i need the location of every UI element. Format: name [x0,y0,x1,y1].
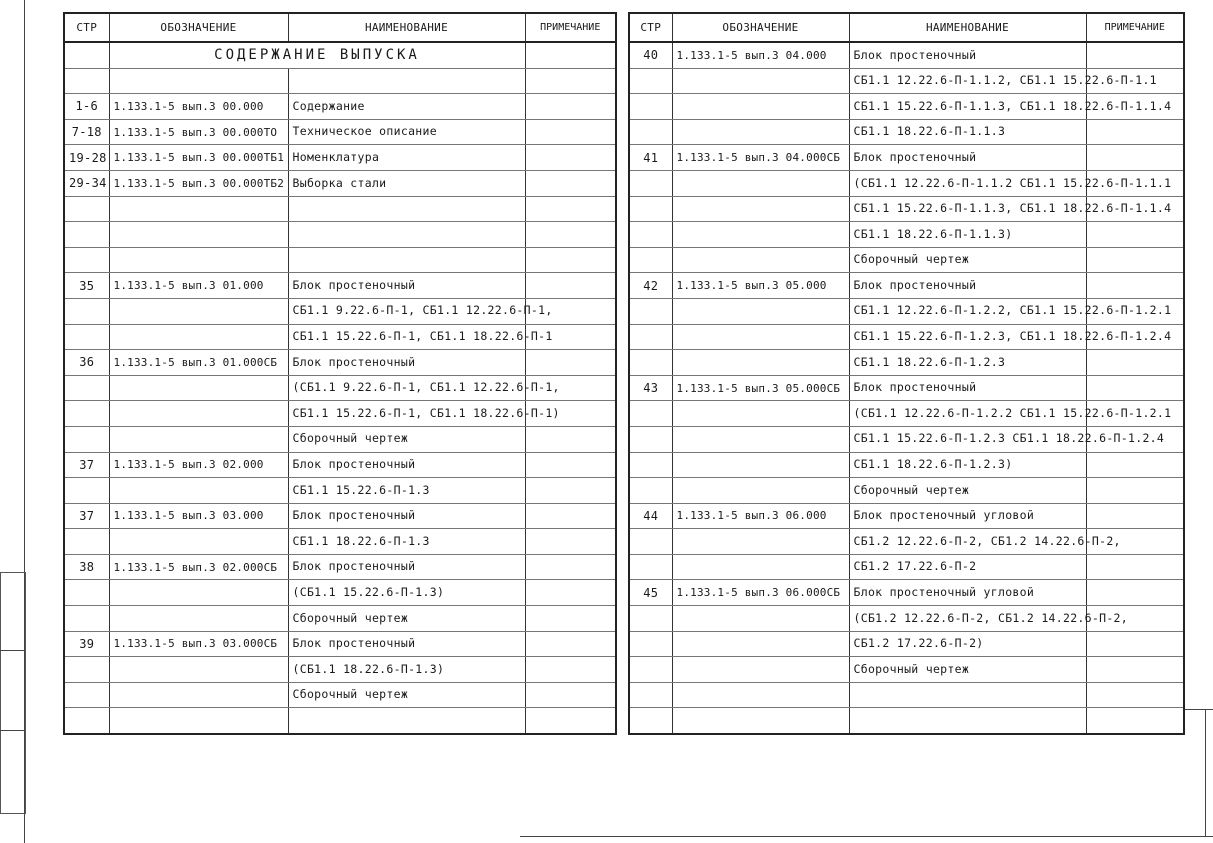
left-rows [64,42,616,734]
bottom-frame-line [520,836,1213,837]
name-cell: Сборочный чертеж [288,606,525,632]
page-cell [64,682,109,708]
page-cell [629,529,672,555]
note-cell [1086,375,1184,401]
page-cell [629,554,672,580]
table-row [629,324,1184,350]
page-cell [629,478,672,504]
page-cell [64,222,109,248]
designation-cell [672,708,849,734]
header-designation: ОБОЗНАЧЕНИЕ [109,13,288,42]
table-row [629,580,1184,606]
table-row [629,196,1184,222]
page-cell [64,657,109,683]
note-cell [525,94,616,120]
designation-cell [109,324,288,350]
page-cell: 44 [629,503,672,529]
name-cell: СБ1.1 12.22.6-П-1.1.2, СБ1.1 15.22.6-П-1.1 [849,68,1086,94]
note-cell [525,606,616,632]
name-cell: СБ1.1 15.22.6-П-1.1.3, СБ1.1 18.22.6-П-1.1.4 [849,196,1086,222]
page-cell: 35 [64,273,109,299]
page-cell: 45 [629,580,672,606]
page-cell: 43 [629,375,672,401]
table-row [629,478,1184,504]
name-cell: СБ1.1 18.22.6-П-1.1.3 [849,119,1086,145]
page-cell [629,196,672,222]
note-cell [1086,503,1184,529]
name-cell: Блок простеночный [288,452,525,478]
name-cell: (СБ1.1 18.22.6-П-1.3) [288,657,525,683]
page-cell: 38 [64,554,109,580]
name-cell: Блок простеночный [288,554,525,580]
table-row [629,529,1184,555]
note-cell [525,452,616,478]
name-cell [288,196,525,222]
note-cell [1086,657,1184,683]
page-cell: 37 [64,452,109,478]
designation-cell [672,119,849,145]
table-row [629,401,1184,427]
header-note: ПРИМЕЧАНИЕ [1086,13,1184,42]
table-row [629,170,1184,196]
page-cell [64,324,109,350]
designation-cell: 1.133.1-5 вып.3 04.000 [672,42,849,68]
table-row [629,222,1184,248]
designation-cell [672,196,849,222]
name-cell: СБ1.1 18.22.6-П-1.3 [288,529,525,555]
designation-cell [109,247,288,273]
page-cell: 29-34 [64,170,109,196]
designation-cell [109,298,288,324]
name-cell: Блок простеночный [849,375,1086,401]
stamp-divider [0,730,24,731]
header-page: СТР [629,13,672,42]
note-cell [525,145,616,171]
name-cell: Номенклатура [288,145,525,171]
name-cell: СБ1.1 9.22.6-П-1, СБ1.1 12.22.6-П-1, [288,298,525,324]
table-row [64,145,616,171]
stamp-divider [0,650,24,651]
name-cell: СБ1.1 18.22.6-П-1.1.3) [849,222,1086,248]
page-cell [629,708,672,734]
note-cell [1086,478,1184,504]
designation-cell: 1.133.1-5 вып.3 00.000 [109,94,288,120]
name-cell: Блок простеночный [288,273,525,299]
designation-cell [109,580,288,606]
name-cell: Сборочный чертеж [288,682,525,708]
designation-cell: 1.133.1-5 вып.3 03.000СБ [109,631,288,657]
name-cell: Блок простеночный [849,145,1086,171]
name-cell: Блок простеночный угловой [849,580,1086,606]
right-rows [629,42,1184,734]
name-cell: Техническое описание [288,119,525,145]
page-cell [629,426,672,452]
designation-cell [672,247,849,273]
table-row [629,375,1184,401]
designation-cell [672,426,849,452]
name-cell: Блок простеночный [288,503,525,529]
page-cell [64,68,109,94]
table-row [64,401,616,427]
designation-cell: 1.133.1-5 вып.3 05.000СБ [672,375,849,401]
header-row [629,13,1184,42]
name-cell: СБ1.2 12.22.6-П-2, СБ1.2 14.22.6-П-2, [849,529,1086,555]
table-row [64,350,616,376]
name-cell: СБ1.1 15.22.6-П-1, СБ1.1 18.22.6-П-1) [288,401,525,427]
note-cell [1086,222,1184,248]
designation-cell [672,350,849,376]
name-cell: СБ1.1 18.22.6-П-1.2.3) [849,452,1086,478]
designation-cell [672,452,849,478]
contents-table-right [628,12,1185,735]
table-row [64,478,616,504]
table-row [64,708,616,734]
table-row [629,606,1184,632]
table-row [629,94,1184,120]
designation-cell [672,682,849,708]
designation-cell [672,68,849,94]
note-cell [1086,580,1184,606]
note-cell [1086,42,1184,68]
contents-title: СОДЕРЖАНИЕ ВЫПУСКА [109,42,525,68]
binding-stamp [0,572,26,814]
designation-cell [672,298,849,324]
name-cell: (СБ1.1 9.22.6-П-1, СБ1.1 12.22.6-П-1, [288,375,525,401]
designation-cell: 1.133.1-5 вып.3 02.000 [109,452,288,478]
name-cell [288,247,525,273]
note-cell [525,350,616,376]
name-cell [288,708,525,734]
right-frame-line [1205,710,1206,836]
page-cell [64,196,109,222]
designation-cell: 1.133.1-5 вып.3 03.000 [109,503,288,529]
name-cell: СБ1.1 12.22.6-П-1.2.2, СБ1.1 15.22.6-П-1.2.1 [849,298,1086,324]
table-row [629,452,1184,478]
page-cell [629,401,672,427]
designation-cell [109,529,288,555]
note-cell [525,196,616,222]
page-cell [629,631,672,657]
note-cell [1086,708,1184,734]
name-cell: СБ1.1 15.22.6-П-1.2.3, СБ1.1 18.22.6-П-1.2.4 [849,324,1086,350]
note-cell [525,503,616,529]
name-cell [849,708,1086,734]
page-cell [64,606,109,632]
name-cell: Сборочный чертеж [849,247,1086,273]
designation-cell [109,682,288,708]
page-cell [629,68,672,94]
designation-cell [109,708,288,734]
page-cell [629,452,672,478]
header-name: НАИМЕНОВАНИЕ [849,13,1086,42]
note-cell [1086,145,1184,171]
designation-cell: 1.133.1-5 вып.3 06.000СБ [672,580,849,606]
note-cell [525,708,616,734]
designation-cell [672,222,849,248]
table-row [629,682,1184,708]
page-cell [629,119,672,145]
page-cell [629,222,672,248]
table-row [64,68,616,94]
page-cell [64,426,109,452]
note-cell [525,580,616,606]
table-row [629,657,1184,683]
name-cell: Сборочный чертеж [849,657,1086,683]
table-row [629,503,1184,529]
designation-cell: 1.133.1-5 вып.3 00.000ТО [109,119,288,145]
page-cell: 39 [64,631,109,657]
table-row [64,324,616,350]
table-row [64,529,616,555]
designation-cell [672,606,849,632]
name-cell: Блок простеночный [849,42,1086,68]
note-cell [525,478,616,504]
table-row [64,682,616,708]
designation-cell [672,94,849,120]
name-cell: Блок простеночный [288,631,525,657]
page-cell [629,247,672,273]
note-cell [525,529,616,555]
table-row [64,170,616,196]
page-cell [629,682,672,708]
page-cell [629,170,672,196]
table-row [64,580,616,606]
designation-cell [672,324,849,350]
note-cell [1086,350,1184,376]
note-cell [525,657,616,683]
note-cell [525,68,616,94]
name-cell: (СБ1.1 12.22.6-П-1.2.2 СБ1.1 15.22.6-П-1.2.1 [849,401,1086,427]
note-cell [1086,119,1184,145]
designation-cell [672,657,849,683]
name-cell: Сборочный чертеж [288,426,525,452]
table-row [64,222,616,248]
name-cell: Блок простеночный [288,350,525,376]
page-cell [64,247,109,273]
page-cell [64,529,109,555]
designation-cell [672,631,849,657]
contents-table-left [63,12,617,735]
table-row [629,631,1184,657]
name-cell [288,222,525,248]
table-row [64,606,616,632]
designation-cell: 1.133.1-5 вып.3 00.000ТБ2 [109,170,288,196]
table-row [629,42,1184,68]
table-row [64,273,616,299]
header-row [64,13,616,42]
designation-cell [109,606,288,632]
page-cell: 7-18 [64,119,109,145]
page-cell [629,350,672,376]
name-cell: Сборочный чертеж [849,478,1086,504]
name-cell: СБ1.1 15.22.6-П-1.1.3, СБ1.1 18.22.6-П-1.1.4 [849,94,1086,120]
name-cell: СБ1.2 17.22.6-П-2 [849,554,1086,580]
name-cell [288,68,525,94]
table-row [64,119,616,145]
designation-cell [109,68,288,94]
designation-cell [109,426,288,452]
right-frame-rule [1183,709,1213,710]
name-cell: СБ1.1 15.22.6-П-1, СБ1.1 18.22.6-П-1 [288,324,525,350]
note-cell [525,119,616,145]
header-note: ПРИМЕЧАНИЕ [525,13,616,42]
note-cell [525,554,616,580]
page-cell [629,606,672,632]
table-row [64,657,616,683]
name-cell: Содержание [288,94,525,120]
table-row [629,247,1184,273]
designation-cell: 1.133.1-5 вып.3 01.000СБ [109,350,288,376]
table-row [629,68,1184,94]
page-cell [629,94,672,120]
page-cell [629,298,672,324]
designation-cell: 1.133.1-5 вып.3 06.000 [672,503,849,529]
table-row [629,145,1184,171]
name-cell: Выборка стали [288,170,525,196]
page-cell: 40 [629,42,672,68]
table-row [629,273,1184,299]
page-cell [64,401,109,427]
name-cell: (СБ1.1 12.22.6-П-1.1.2 СБ1.1 15.22.6-П-1.1.1 [849,170,1086,196]
page-cell: 19-28 [64,145,109,171]
name-cell: Блок простеночный угловой [849,503,1086,529]
page-cell [64,298,109,324]
page-cell [629,657,672,683]
table-row [64,247,616,273]
designation-cell [672,554,849,580]
page-cell: 37 [64,503,109,529]
page-cell [64,375,109,401]
page-cell [64,478,109,504]
designation-cell [109,222,288,248]
table-row [629,554,1184,580]
name-cell: СБ1.2 17.22.6-П-2) [849,631,1086,657]
note-cell [1086,682,1184,708]
note-cell [1086,247,1184,273]
table-row [64,503,616,529]
designation-cell [672,529,849,555]
name-cell: СБ1.1 18.22.6-П-1.2.3 [849,350,1086,376]
name-cell [849,682,1086,708]
note-cell [1086,452,1184,478]
name-cell: СБ1.1 15.22.6-П-1.2.3 СБ1.1 18.22.6-П-1.2.4 [849,426,1086,452]
table-row [64,94,616,120]
name-cell: СБ1.1 15.22.6-П-1.3 [288,478,525,504]
title-row [64,42,616,68]
header-name: НАИМЕНОВАНИЕ [288,13,525,42]
note-cell [525,170,616,196]
designation-cell: 1.133.1-5 вып.3 05.000 [672,273,849,299]
designation-cell: 1.133.1-5 вып.3 00.000ТБ1 [109,145,288,171]
designation-cell [672,170,849,196]
header-designation: ОБОЗНАЧЕНИЕ [672,13,849,42]
name-cell: (СБ1.1 15.22.6-П-1.3) [288,580,525,606]
note-cell [525,273,616,299]
designation-cell [672,478,849,504]
page-cell [629,324,672,350]
table-row [629,426,1184,452]
designation-cell [109,196,288,222]
designation-cell [109,375,288,401]
header-page: СТР [64,13,109,42]
table-row [64,452,616,478]
table-row [64,375,616,401]
page-cell [64,708,109,734]
designation-cell [672,401,849,427]
designation-cell: 1.133.1-5 вып.3 04.000СБ [672,145,849,171]
note-cell [525,631,616,657]
designation-cell [109,657,288,683]
table-row [64,298,616,324]
name-cell: Блок простеночный [849,273,1086,299]
note-cell [1086,554,1184,580]
designation-cell [109,401,288,427]
note-cell [525,682,616,708]
note-cell [525,426,616,452]
note-cell [1086,273,1184,299]
page-cell: 36 [64,350,109,376]
table-row [629,298,1184,324]
designation-cell [109,478,288,504]
page-cell: 1-6 [64,94,109,120]
table-row [64,426,616,452]
table-row [64,196,616,222]
table-row [629,119,1184,145]
note-cell [1086,631,1184,657]
table-row [629,708,1184,734]
page-cell: 41 [629,145,672,171]
table-row [64,554,616,580]
designation-cell: 1.133.1-5 вып.3 01.000 [109,273,288,299]
page-cell: 42 [629,273,672,299]
page-cell [64,580,109,606]
note-cell [525,247,616,273]
note-cell [525,222,616,248]
table-row [629,350,1184,376]
table-row [64,631,616,657]
designation-cell: 1.133.1-5 вып.3 02.000СБ [109,554,288,580]
name-cell: (СБ1.2 12.22.6-П-2, СБ1.2 14.22.6-П-2, [849,606,1086,632]
